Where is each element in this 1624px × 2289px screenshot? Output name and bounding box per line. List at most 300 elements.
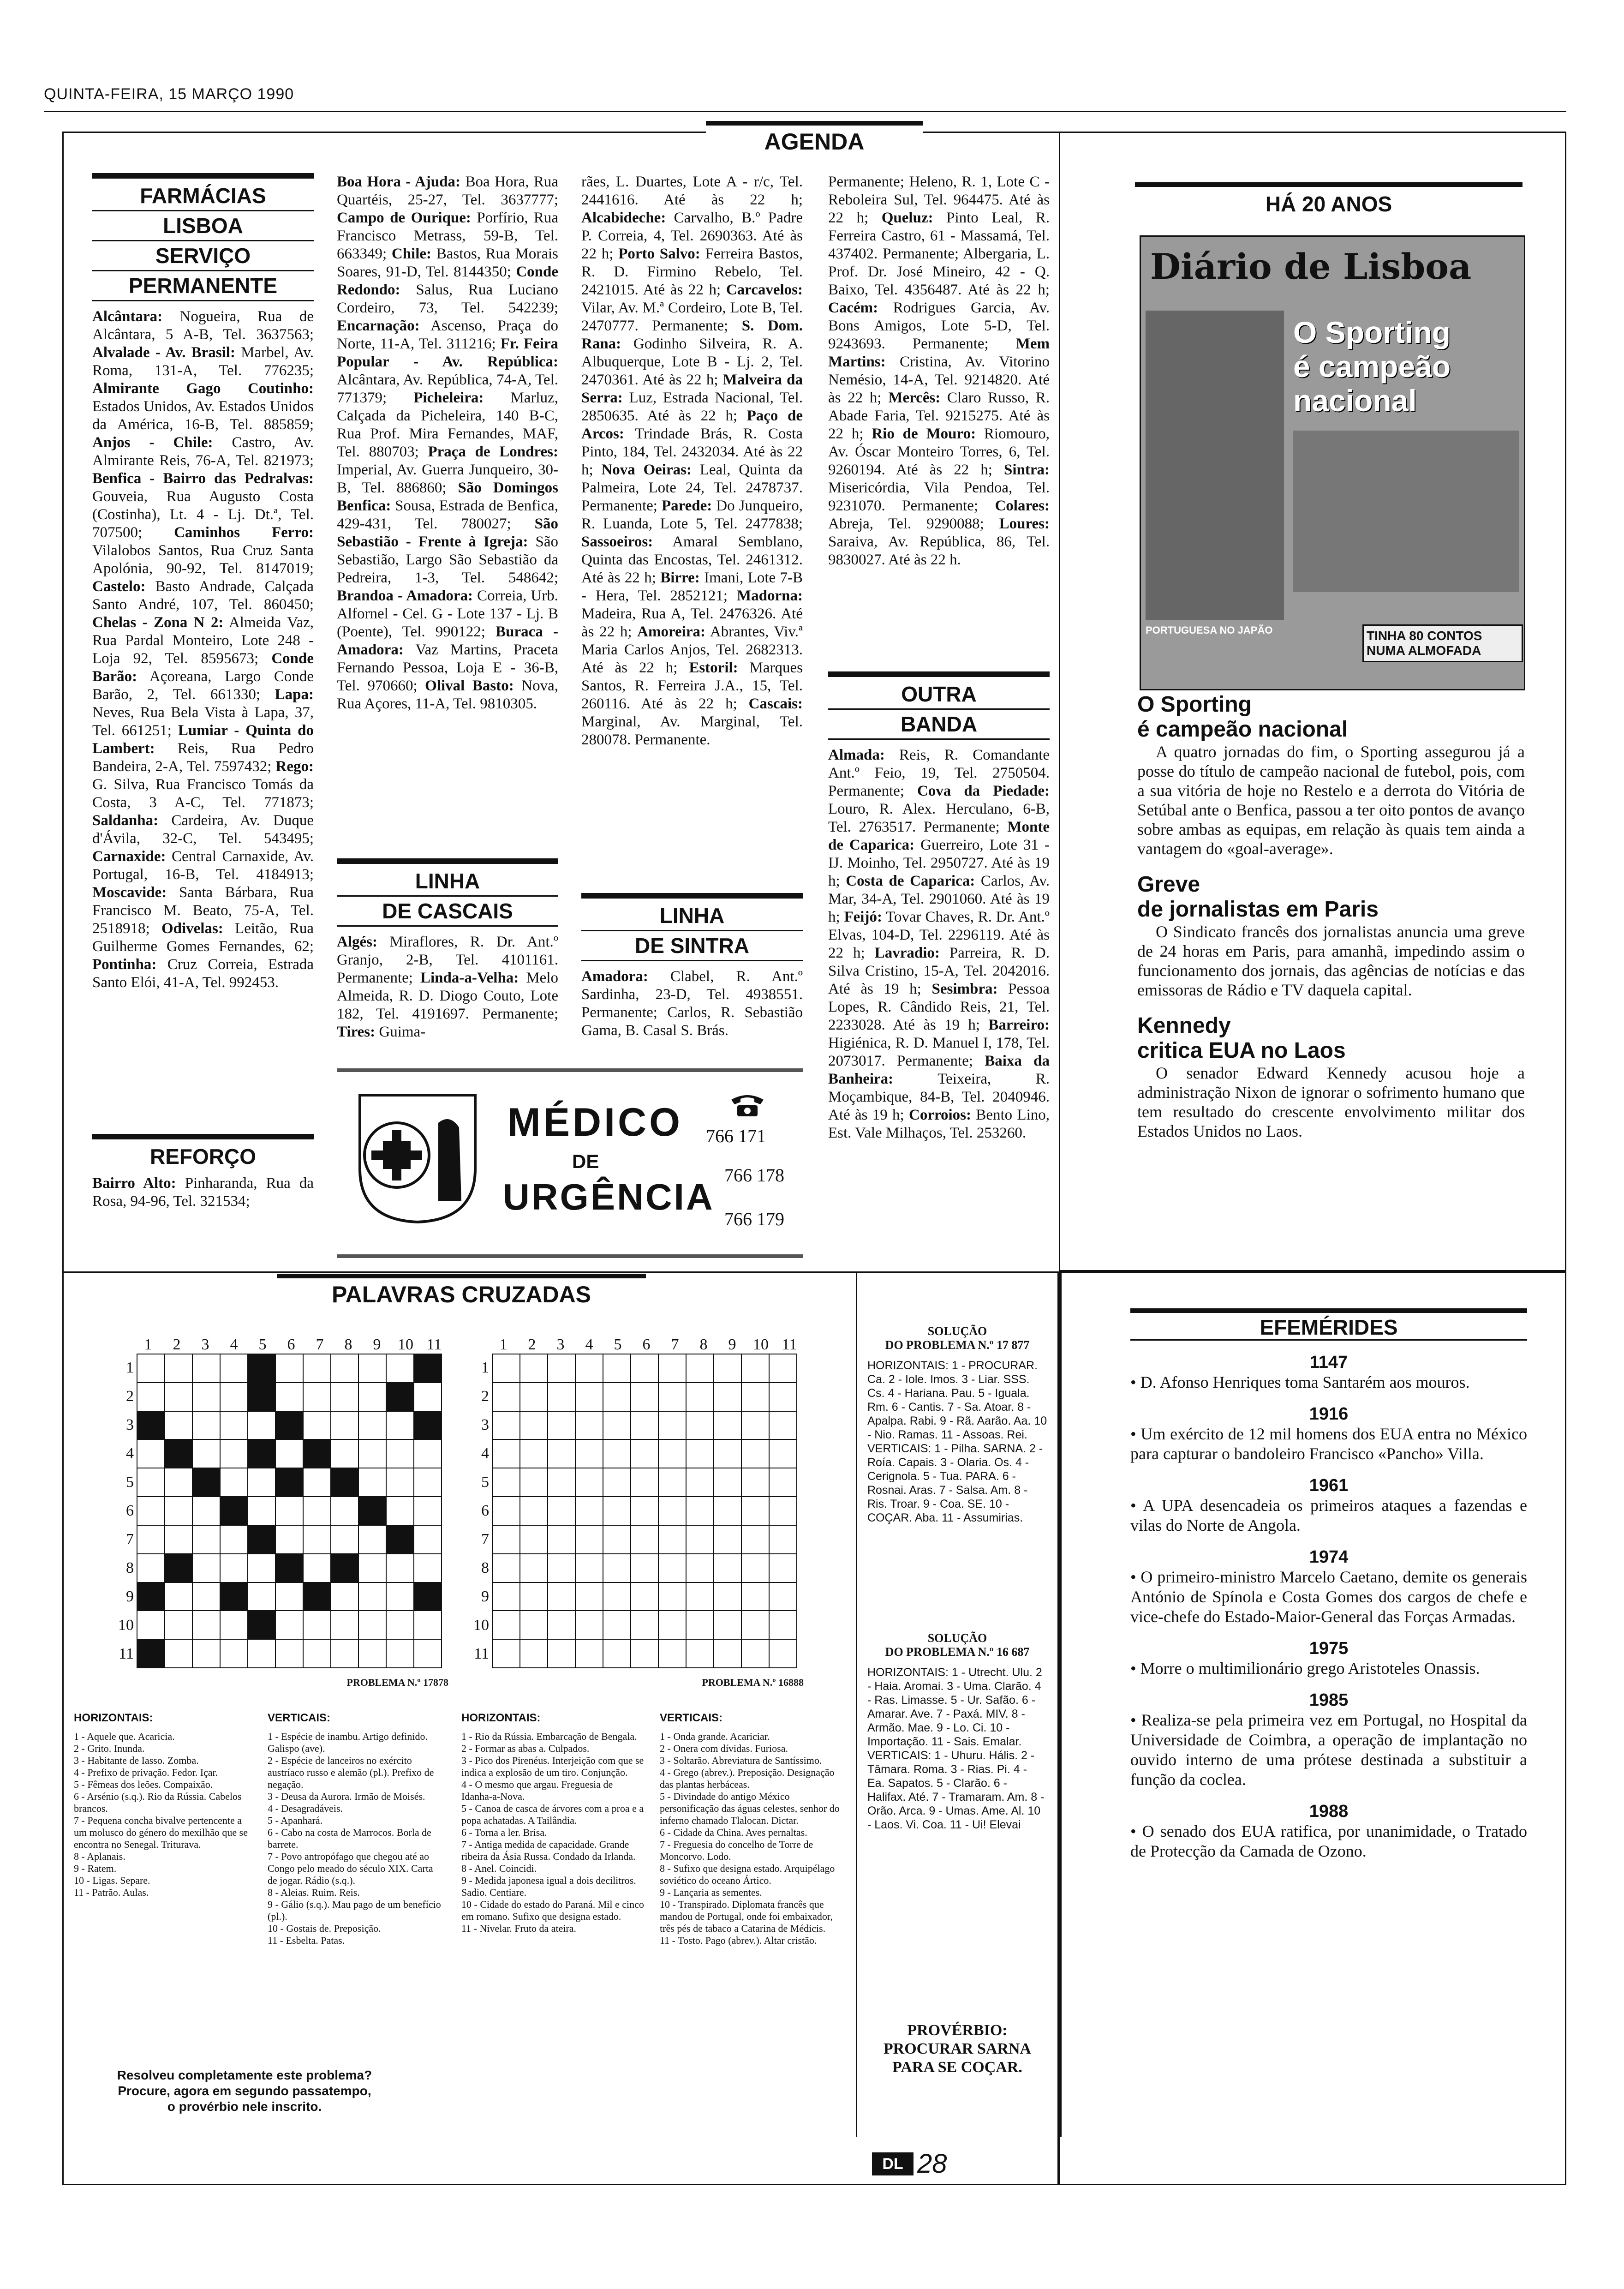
grid-row: [492, 1354, 797, 1383]
grid-cell[interactable]: [248, 1354, 275, 1383]
grid-cell[interactable]: [248, 1525, 275, 1554]
grid-cell[interactable]: [248, 1639, 275, 1668]
solution-1: [867, 1324, 1047, 1525]
clipping-headline-line-1: O Sporting: [1293, 315, 1451, 349]
grid-cell[interactable]: [741, 1554, 769, 1582]
grid-cell[interactable]: [631, 1354, 658, 1383]
grid-cell[interactable]: [714, 1639, 741, 1668]
solution-1-title-line-1: SOLUÇÃO: [927, 1324, 987, 1338]
grid-cell[interactable]: [603, 1582, 631, 1611]
grid-2-column-numbers: [489, 1336, 804, 1354]
grid-cell[interactable]: [520, 1525, 548, 1554]
grid-cell[interactable]: [631, 1383, 658, 1411]
grid-cell[interactable]: [137, 1354, 165, 1383]
grid-column-number: 6: [287, 1336, 295, 1353]
grid-cell[interactable]: [520, 1468, 548, 1497]
grid-cell[interactable]: [192, 1439, 220, 1468]
grid-row: [137, 1383, 442, 1411]
grid-cell[interactable]: [275, 1582, 303, 1611]
grid-cell[interactable]: [220, 1639, 248, 1668]
grid-column-number: 4: [230, 1336, 238, 1353]
telephone-icon: [729, 1091, 766, 1118]
grid-cell[interactable]: [769, 1411, 797, 1440]
grid-cell[interactable]: [331, 1354, 358, 1383]
grid-cell[interactable]: [220, 1525, 248, 1554]
grid-cell[interactable]: [741, 1354, 769, 1383]
grid-cell[interactable]: [714, 1468, 741, 1497]
grid-cell[interactable]: [248, 1383, 275, 1411]
grid-cell[interactable]: [248, 1411, 275, 1440]
grid-cell[interactable]: [575, 1354, 603, 1383]
grid-cell[interactable]: [248, 1439, 275, 1468]
grid-cell[interactable]: [520, 1639, 548, 1668]
grid-cell[interactable]: [658, 1525, 686, 1554]
grid-cell[interactable]: [248, 1582, 275, 1611]
grid-cell[interactable]: [631, 1611, 658, 1639]
grid-cell[interactable]: [492, 1439, 520, 1468]
medico-line-2: DE: [572, 1150, 599, 1172]
grid-cell[interactable]: [603, 1497, 631, 1525]
grid-cell[interactable]: [303, 1411, 331, 1440]
grid-cell[interactable]: [303, 1582, 331, 1611]
grid-cell[interactable]: [548, 1411, 575, 1440]
grid-cell[interactable]: [741, 1497, 769, 1525]
grid-cell[interactable]: [603, 1354, 631, 1383]
grid-cell[interactable]: [386, 1497, 414, 1525]
grid-cell[interactable]: [714, 1354, 741, 1383]
grid-cell[interactable]: [714, 1439, 741, 1468]
grid-cell[interactable]: [686, 1411, 714, 1440]
grid-cell[interactable]: [192, 1354, 220, 1383]
grid-cell[interactable]: [575, 1439, 603, 1468]
reforco-heading: [92, 1134, 314, 1171]
grid-cell[interactable]: [658, 1439, 686, 1468]
grid-row-number: 2: [481, 1388, 489, 1405]
grid-cell[interactable]: [658, 1468, 686, 1497]
grid-cell[interactable]: [331, 1411, 358, 1440]
grid-cell[interactable]: [741, 1611, 769, 1639]
grid-cell[interactable]: [248, 1554, 275, 1582]
grid-cell[interactable]: [548, 1554, 575, 1582]
grid-cell[interactable]: [658, 1554, 686, 1582]
grid-cell[interactable]: [358, 1354, 386, 1383]
grid-cell[interactable]: [220, 1611, 248, 1639]
grid-cell[interactable]: [686, 1354, 714, 1383]
grid-cell[interactable]: [603, 1411, 631, 1440]
grid-cell[interactable]: [769, 1497, 797, 1525]
grid-cell[interactable]: [303, 1497, 331, 1525]
grid-row: [492, 1525, 797, 1554]
grid-cell[interactable]: [769, 1554, 797, 1582]
grid-cell[interactable]: [414, 1439, 442, 1468]
story-sporting-title-2: é campeão nacional: [1137, 717, 1348, 742]
efemerides-box: [1130, 1308, 1527, 1861]
grid-cell[interactable]: [769, 1639, 797, 1668]
grid-cell[interactable]: [631, 1525, 658, 1554]
grid-cell[interactable]: [714, 1582, 741, 1611]
grid-cell[interactable]: [137, 1611, 165, 1639]
grid-cell[interactable]: [741, 1639, 769, 1668]
grid-cell[interactable]: [631, 1639, 658, 1668]
efemeride-year: 1916: [1309, 1404, 1349, 1424]
grid-cell[interactable]: [165, 1525, 192, 1554]
grid-row-number: 7: [481, 1531, 489, 1548]
grid-cell[interactable]: [686, 1439, 714, 1468]
grid-cell[interactable]: [220, 1439, 248, 1468]
clues-h2-title: HORIZONTAIS:: [461, 1712, 541, 1724]
solution-2-title-line-2: DO PROBLEMA N.º 16 687: [885, 1645, 1030, 1659]
grid-cell[interactable]: [575, 1383, 603, 1411]
grid-cell[interactable]: [358, 1525, 386, 1554]
grid-cell[interactable]: [275, 1354, 303, 1383]
grid-cell[interactable]: [769, 1611, 797, 1639]
grid-cell[interactable]: [303, 1468, 331, 1497]
grid-cell[interactable]: [520, 1582, 548, 1611]
grid-cell[interactable]: [275, 1383, 303, 1411]
grid-cell[interactable]: [520, 1354, 548, 1383]
grid-cell[interactable]: [686, 1554, 714, 1582]
grid-cell[interactable]: [275, 1439, 303, 1468]
grid-cell[interactable]: [686, 1497, 714, 1525]
grid-cell[interactable]: [137, 1582, 165, 1611]
grid-cell[interactable]: [331, 1439, 358, 1468]
grid-cell[interactable]: [303, 1354, 331, 1383]
grid-cell[interactable]: [386, 1439, 414, 1468]
grid-cell[interactable]: [386, 1468, 414, 1497]
grid-cell[interactable]: [492, 1554, 520, 1582]
reforco-heading-text: REFORÇO: [150, 1144, 256, 1168]
grid-cell[interactable]: [220, 1582, 248, 1611]
proverbio-line-3: PARA SE COÇAR.: [892, 2059, 1022, 2076]
grid-cell[interactable]: [192, 1411, 220, 1440]
grid-cell[interactable]: [192, 1383, 220, 1411]
grid-cell[interactable]: [192, 1639, 220, 1668]
ha20anos-heading: [1135, 182, 1522, 218]
grid-column-number: 1: [144, 1336, 152, 1353]
grid-cell[interactable]: [192, 1497, 220, 1525]
efemerides-list: [1130, 1353, 1527, 1861]
clipping-caption: PORTUGUESA NO JAPÃO: [1146, 624, 1273, 636]
grid-cell[interactable]: [548, 1497, 575, 1525]
grid-cell[interactable]: [548, 1582, 575, 1611]
grid-cell[interactable]: [548, 1468, 575, 1497]
grid-cell[interactable]: [386, 1383, 414, 1411]
grid-cell[interactable]: [303, 1383, 331, 1411]
grid-cell[interactable]: [137, 1554, 165, 1582]
grid-cell[interactable]: [714, 1525, 741, 1554]
grid-cell[interactable]: [658, 1497, 686, 1525]
grid-cell[interactable]: [714, 1411, 741, 1440]
grid-cell[interactable]: [492, 1468, 520, 1497]
grid-cell[interactable]: [275, 1639, 303, 1668]
grid-cell[interactable]: [520, 1411, 548, 1440]
farmacias-heading: [92, 173, 314, 301]
grid-cell[interactable]: [769, 1525, 797, 1554]
farmacias-text-3: rães, L. Duartes, Lote A - r/c, Tel. 2441616. Até às 22 h; Alcabideche: Carvalho, B.º Padre P. Correia, 4, Tel. 2690363. Até às 22 h; Porto Salvo: Ferreira Bastos, R. D. Firmino Rebelo, Tel. 2421015. Até às 22 h; Carcavelos: Vilar, Av. M.ª Cordeiro, Lote B, Tel. 2470777. Permanente; S. Dom. Rana: Godinho Silveira, R. A. Albuquerque, Lote B - Lj. 2, Tel. 2470361. Até às 22 h; Malveira da Serra: Luz, Estrada Nacional, Tel. 2850635. Até às 22 h; Paço de Arcos: Trindade Brás, R. Costa Pinto, 184, Tel. 2432034. Até às 22 h; Nova Oeiras: Leal, Quinta da Palmeira, Lote 24, Tel. 2478737. Permanente; Parede: Do Junqueiro, R. Luanda, Lote 5, Tel. 2477838; Sassoeiros: Amaral Semblano, Quinta das Encostas, Tel. 2461312. Até às 22 h; Birre: Imani, Lote 7-B - Hera, Tel. 2852121; Madorna: Madeira, Rua A, Tel. 2476326. Até às 22 h; Amoreira: Abrantes, Viv.ª Maria Carlos Anjos, Tel. 2682313. Até às 22 h; Estoril: Marques Santos, R. Ferreira J.A., 15, Tel. 260116. Até às 22 h; Cascais: Marginal, Av. Marginal, Tel. 280078. Permanente.: [581, 174, 803, 748]
grid-cell[interactable]: [137, 1639, 165, 1668]
grid-cell[interactable]: [686, 1468, 714, 1497]
grid-cell[interactable]: [603, 1611, 631, 1639]
grid-cell[interactable]: [686, 1383, 714, 1411]
grid-cell[interactable]: [548, 1354, 575, 1383]
ha20anos-box: [1135, 182, 1522, 218]
crosswords-title: PALAVRAS CRUZADAS: [331, 1282, 591, 1307]
grid-cell[interactable]: [548, 1611, 575, 1639]
grid-cell[interactable]: [631, 1411, 658, 1440]
grid-cell[interactable]: [658, 1411, 686, 1440]
grid-cell[interactable]: [414, 1611, 442, 1639]
grid-cell[interactable]: [303, 1525, 331, 1554]
grid-cell[interactable]: [603, 1525, 631, 1554]
grid-cell[interactable]: [769, 1439, 797, 1468]
grid-cell[interactable]: [192, 1525, 220, 1554]
grid-cell[interactable]: [220, 1354, 248, 1383]
grid-cell[interactable]: [386, 1639, 414, 1668]
grid-cell[interactable]: [386, 1611, 414, 1639]
grid-cell[interactable]: [137, 1468, 165, 1497]
grid-cell[interactable]: [414, 1497, 442, 1525]
grid-row: [137, 1554, 442, 1582]
efemeride-year: 1974: [1309, 1547, 1349, 1567]
grid-cell[interactable]: [331, 1497, 358, 1525]
grid-column-number: 7: [671, 1336, 679, 1353]
grid-cell[interactable]: [575, 1582, 603, 1611]
grid-cell[interactable]: [165, 1468, 192, 1497]
grid-cell[interactable]: [492, 1639, 520, 1668]
grid-cell[interactable]: [575, 1639, 603, 1668]
grid-cell[interactable]: [192, 1582, 220, 1611]
grid-cell[interactable]: [492, 1582, 520, 1611]
grid-cell[interactable]: [137, 1525, 165, 1554]
efemeride-year: 1988: [1309, 1802, 1349, 1821]
crosswords-footer-line-2: Procure, agora em segundo passatempo,: [118, 2084, 371, 2098]
grid-cell[interactable]: [548, 1383, 575, 1411]
grid-cell[interactable]: [769, 1468, 797, 1497]
grid-cell[interactable]: [303, 1611, 331, 1639]
grid-cell[interactable]: [303, 1439, 331, 1468]
grid-cell[interactable]: [658, 1383, 686, 1411]
grid-row-number: 9: [126, 1588, 134, 1605]
grid-cell[interactable]: [275, 1468, 303, 1497]
newspaper-clipping-image: [1140, 235, 1525, 690]
grid-cell[interactable]: [248, 1468, 275, 1497]
grid-cell[interactable]: [575, 1468, 603, 1497]
grid-cell[interactable]: [631, 1582, 658, 1611]
grid-cell[interactable]: [686, 1525, 714, 1554]
grid-cell[interactable]: [741, 1525, 769, 1554]
grid-cell[interactable]: [492, 1383, 520, 1411]
grid-cell[interactable]: [714, 1611, 741, 1639]
grid-cell[interactable]: [492, 1497, 520, 1525]
grid-cell[interactable]: [331, 1383, 358, 1411]
grid-cell[interactable]: [548, 1439, 575, 1468]
grid-cell[interactable]: [658, 1639, 686, 1668]
grid-cell[interactable]: [658, 1354, 686, 1383]
grid-cell[interactable]: [192, 1554, 220, 1582]
grid-cell[interactable]: [714, 1383, 741, 1411]
efemeride-text: • Morre o multimilionário grego Aristoteles Onassis.: [1130, 1659, 1480, 1678]
story-sporting-text: A quatro jornadas do fim, o Sporting assegurou já a posse do título de campeão nacional de futebol, pois, com a sua vitória de hoje no Restelo e a derrota do Vitória de Setúbal ante o Benfica, passou a ter oito pontos de avanço sobre ambas as equipas, em relação às quais tem ainda a vantagem do «goal-average».: [1137, 743, 1525, 858]
grid-cell[interactable]: [220, 1383, 248, 1411]
grid-cell[interactable]: [248, 1611, 275, 1639]
grid-cell[interactable]: [548, 1639, 575, 1668]
grid-cell[interactable]: [303, 1639, 331, 1668]
grid-cell[interactable]: [631, 1554, 658, 1582]
agenda-column-3: [581, 173, 803, 1040]
grid-cell[interactable]: [386, 1411, 414, 1440]
linha-cascais-heading-line-2: DE CASCAIS: [337, 897, 558, 927]
grid-cell[interactable]: [165, 1611, 192, 1639]
grid-cell[interactable]: [741, 1582, 769, 1611]
grid-cell[interactable]: [275, 1611, 303, 1639]
grid-cell[interactable]: [220, 1411, 248, 1440]
grid-cell[interactable]: [575, 1554, 603, 1582]
outra-banda-heading-line-2: BANDA: [828, 710, 1050, 740]
grid-cell[interactable]: [658, 1582, 686, 1611]
grid-row: [492, 1611, 797, 1639]
grid-cell[interactable]: [165, 1497, 192, 1525]
proverbio: [863, 2021, 1052, 2077]
grid-cell[interactable]: [741, 1411, 769, 1440]
grid-cell[interactable]: [631, 1497, 658, 1525]
grid-cell[interactable]: [714, 1554, 741, 1582]
grid-cell[interactable]: [575, 1611, 603, 1639]
grid-cell[interactable]: [358, 1411, 386, 1440]
grid-cell[interactable]: [220, 1554, 248, 1582]
grid-cell[interactable]: [414, 1582, 442, 1611]
grid-cell[interactable]: [741, 1383, 769, 1411]
grid-cell[interactable]: [686, 1582, 714, 1611]
grid-cell[interactable]: [520, 1554, 548, 1582]
grid-cell[interactable]: [358, 1383, 386, 1411]
grid-cell[interactable]: [331, 1468, 358, 1497]
grid-1-problem-label: PROBLEMA N.º 17878: [346, 1677, 448, 1688]
grid-cell[interactable]: [192, 1611, 220, 1639]
proverbio-line-1: PROVÉRBIO:: [907, 2022, 1008, 2039]
grid-cell[interactable]: [248, 1497, 275, 1525]
grid-cell[interactable]: [386, 1525, 414, 1554]
grid-cell[interactable]: [137, 1383, 165, 1411]
grid-cell[interactable]: [358, 1439, 386, 1468]
grid-cell[interactable]: [165, 1639, 192, 1668]
grid-cell[interactable]: [575, 1411, 603, 1440]
grid-cell[interactable]: [769, 1383, 797, 1411]
linha-sintra-text: Amadora: Clabel, R. Ant.º Sardinha, 23-D, Tel. 4938551. Permanente; Carlos, R. Sebastião Gama, B. Casal S. Brás.: [581, 968, 803, 1039]
grid-cell[interactable]: [414, 1354, 442, 1383]
grid-cell[interactable]: [358, 1497, 386, 1525]
grid-cell[interactable]: [520, 1611, 548, 1639]
farmacias-text-2: Boa Hora - Ajuda: Boa Hora, Rua Quartéis, 25-27, Tel. 3637777; Campo de Ourique: Porfírio, Rua Francisco Metrass, 59-B, Tel. 663349; Chile: Bastos, Rua Morais Soares, 91-D, Tel. 8144350; Conde Redondo: Salus, Rua Luciano Cordeiro, 73, Tel. 542239; Encarnação: Ascenso, Praça do Norte, 11-A, Tel. 311216; Fr. Feira Popular - Av. República: Alcântara, Av. República, 74-A, Tel. 771379; Picheleira: Marluz, Calçada da Picheleira, 140 B-C, Rua Prof. Mira Fernandes, MAF, Tel. 880703; Praça de Londres: Imperial, Av. Guerra Junqueiro, 30-B, Tel. 886860; São Domingos Benfica: Sousa, Estrada de Benfica, 429-431, Tel. 780027; São Sebastião - Frente à Igreja: São Sebastião, Largo São Sebastião da Pedreira, 1-3, Tel. 548642; Brandoa - Amadora: Correia, Urb. Alfornel - Cel. G - Lote 137 - Lj. B (Poente), Tel. 990122; Buraca - Amadora: Vaz Martins, Praceta Fernando Pessoa, Loja E - 36-B, Tel. 970660; Olival Basto: Nova, Rua Açores, 11-A, Tel. 9810305.: [337, 174, 558, 712]
grid-cell[interactable]: [165, 1582, 192, 1611]
grid-cell[interactable]: [741, 1439, 769, 1468]
grid-cell[interactable]: [331, 1639, 358, 1668]
grid-cell[interactable]: [603, 1439, 631, 1468]
grid-cell[interactable]: [220, 1497, 248, 1525]
grid-cell[interactable]: [603, 1383, 631, 1411]
grid-cell[interactable]: [741, 1468, 769, 1497]
grid-cell[interactable]: [414, 1525, 442, 1554]
dl-logo-icon: DL: [872, 2152, 914, 2175]
grid-column-number: 4: [585, 1336, 593, 1353]
grid-cell[interactable]: [714, 1497, 741, 1525]
grid-cell[interactable]: [331, 1582, 358, 1611]
grid-cell[interactable]: [492, 1611, 520, 1639]
grid-cell[interactable]: [165, 1411, 192, 1440]
grid-cell[interactable]: [631, 1439, 658, 1468]
grid-cell[interactable]: [658, 1611, 686, 1639]
grid-cell[interactable]: [358, 1611, 386, 1639]
grid-cell[interactable]: [192, 1468, 220, 1497]
grid-cell[interactable]: [358, 1582, 386, 1611]
grid-cell[interactable]: [275, 1525, 303, 1554]
grid-cell[interactable]: [492, 1525, 520, 1554]
grid-cell[interactable]: [165, 1554, 192, 1582]
grid-cell[interactable]: [631, 1468, 658, 1497]
grid-cell[interactable]: [386, 1354, 414, 1383]
grid-cell[interactable]: [414, 1383, 442, 1411]
grid-cell[interactable]: [492, 1354, 520, 1383]
grid-cell[interactable]: [603, 1554, 631, 1582]
grid-row: [492, 1411, 797, 1440]
story-sporting-title-1: O Sporting: [1137, 692, 1252, 717]
clues-h1-text: 1 - Aquele que. Acaricia. 2 - Grito. Inunda. 3 - Habitante de Iasso. Zomba. 4 - Prefixo de privação. Fedor. Içar. 5 - Fêmeas dos leões. Compaixão. 6 - Arsénio (s.q.). Rio da Rússia. Cabelos brancos. 7 - Pequena concha bivalve pertencente a um molusco do género do mexilhão que se encontra no Senegal. Triturava. 8 - Aplanais. 9 - Ratem. 10 - Ligas. Separe. 11 - Patrão. Aulas.: [74, 1731, 248, 1898]
grid-cell[interactable]: [358, 1468, 386, 1497]
grid-cell[interactable]: [603, 1468, 631, 1497]
grid-cell[interactable]: [137, 1439, 165, 1468]
grid-cell[interactable]: [386, 1582, 414, 1611]
grid-cell[interactable]: [358, 1639, 386, 1668]
medico-phone-3: 766 179: [724, 1209, 784, 1229]
grid-cell[interactable]: [275, 1497, 303, 1525]
grid-cell[interactable]: [414, 1639, 442, 1668]
grid-cell[interactable]: [275, 1554, 303, 1582]
grid-cell[interactable]: [331, 1525, 358, 1554]
grid-cell[interactable]: [165, 1354, 192, 1383]
grid-cell[interactable]: [165, 1439, 192, 1468]
grid-cell[interactable]: [386, 1554, 414, 1582]
clues-h1-title: HORIZONTAIS:: [74, 1712, 153, 1724]
grid-cell[interactable]: [220, 1468, 248, 1497]
grid-cell[interactable]: [686, 1611, 714, 1639]
grid-cell[interactable]: [331, 1554, 358, 1582]
grid-cell[interactable]: [520, 1497, 548, 1525]
grid-cell[interactable]: [769, 1354, 797, 1383]
grid-cell[interactable]: [492, 1411, 520, 1440]
grid-cell[interactable]: [575, 1497, 603, 1525]
grid-cell[interactable]: [414, 1554, 442, 1582]
grid-cell[interactable]: [603, 1639, 631, 1668]
grid-cell[interactable]: [414, 1411, 442, 1440]
grid-cell[interactable]: [275, 1411, 303, 1440]
clues-v2-text: 1 - Onda grande. Acariciar. 2 - Onera com dívidas. Furiosa. 3 - Soltarão. Abreviatura de Santíssimo. 4 - Grego (abrev.). Preposição. Designação das plantas herbáceas. 5 - Divindade do antigo México personificação das águas celestes, senhor do inferno chamado Tlalocan. Dictar. 6 - Cidade da China. Aves pernaltas. 7 - Freguesia do concelho de Torre de Moncorvo. Lodo. 8 - Sufixo que designa estado. Arquipélago soviético do oceano Ártico. 9 - Lançaria as sementes. 10 - Transpirado. Diplomata francês que mandou de Portugal, onde foi embaixador, três pés de tabaco a Catarina de Médicis. 11 - Tosto. Pago (abrev.). Altar cristão.: [660, 1731, 840, 1946]
reforco-text: Bairro Alto: Pinharanda, Rua da Rosa, 94-96, Tel. 321534;: [92, 1175, 314, 1210]
clipping-masthead: Diário de Lisboa: [1150, 246, 1472, 287]
grid-cell[interactable]: [414, 1468, 442, 1497]
grid-cell[interactable]: [165, 1383, 192, 1411]
grid-cell[interactable]: [548, 1525, 575, 1554]
grid-cell[interactable]: [686, 1639, 714, 1668]
grid-cell[interactable]: [358, 1554, 386, 1582]
grid-cell[interactable]: [520, 1439, 548, 1468]
grid-cell[interactable]: [137, 1411, 165, 1440]
grid-cell[interactable]: [769, 1582, 797, 1611]
grid-cell[interactable]: [331, 1611, 358, 1639]
grid-cell[interactable]: [303, 1554, 331, 1582]
grid-cell[interactable]: [137, 1497, 165, 1525]
grid-cell[interactable]: [520, 1383, 548, 1411]
grid-2-problem-label: PROBLEMA N.º 16888: [702, 1677, 804, 1688]
grid-cell[interactable]: [575, 1525, 603, 1554]
